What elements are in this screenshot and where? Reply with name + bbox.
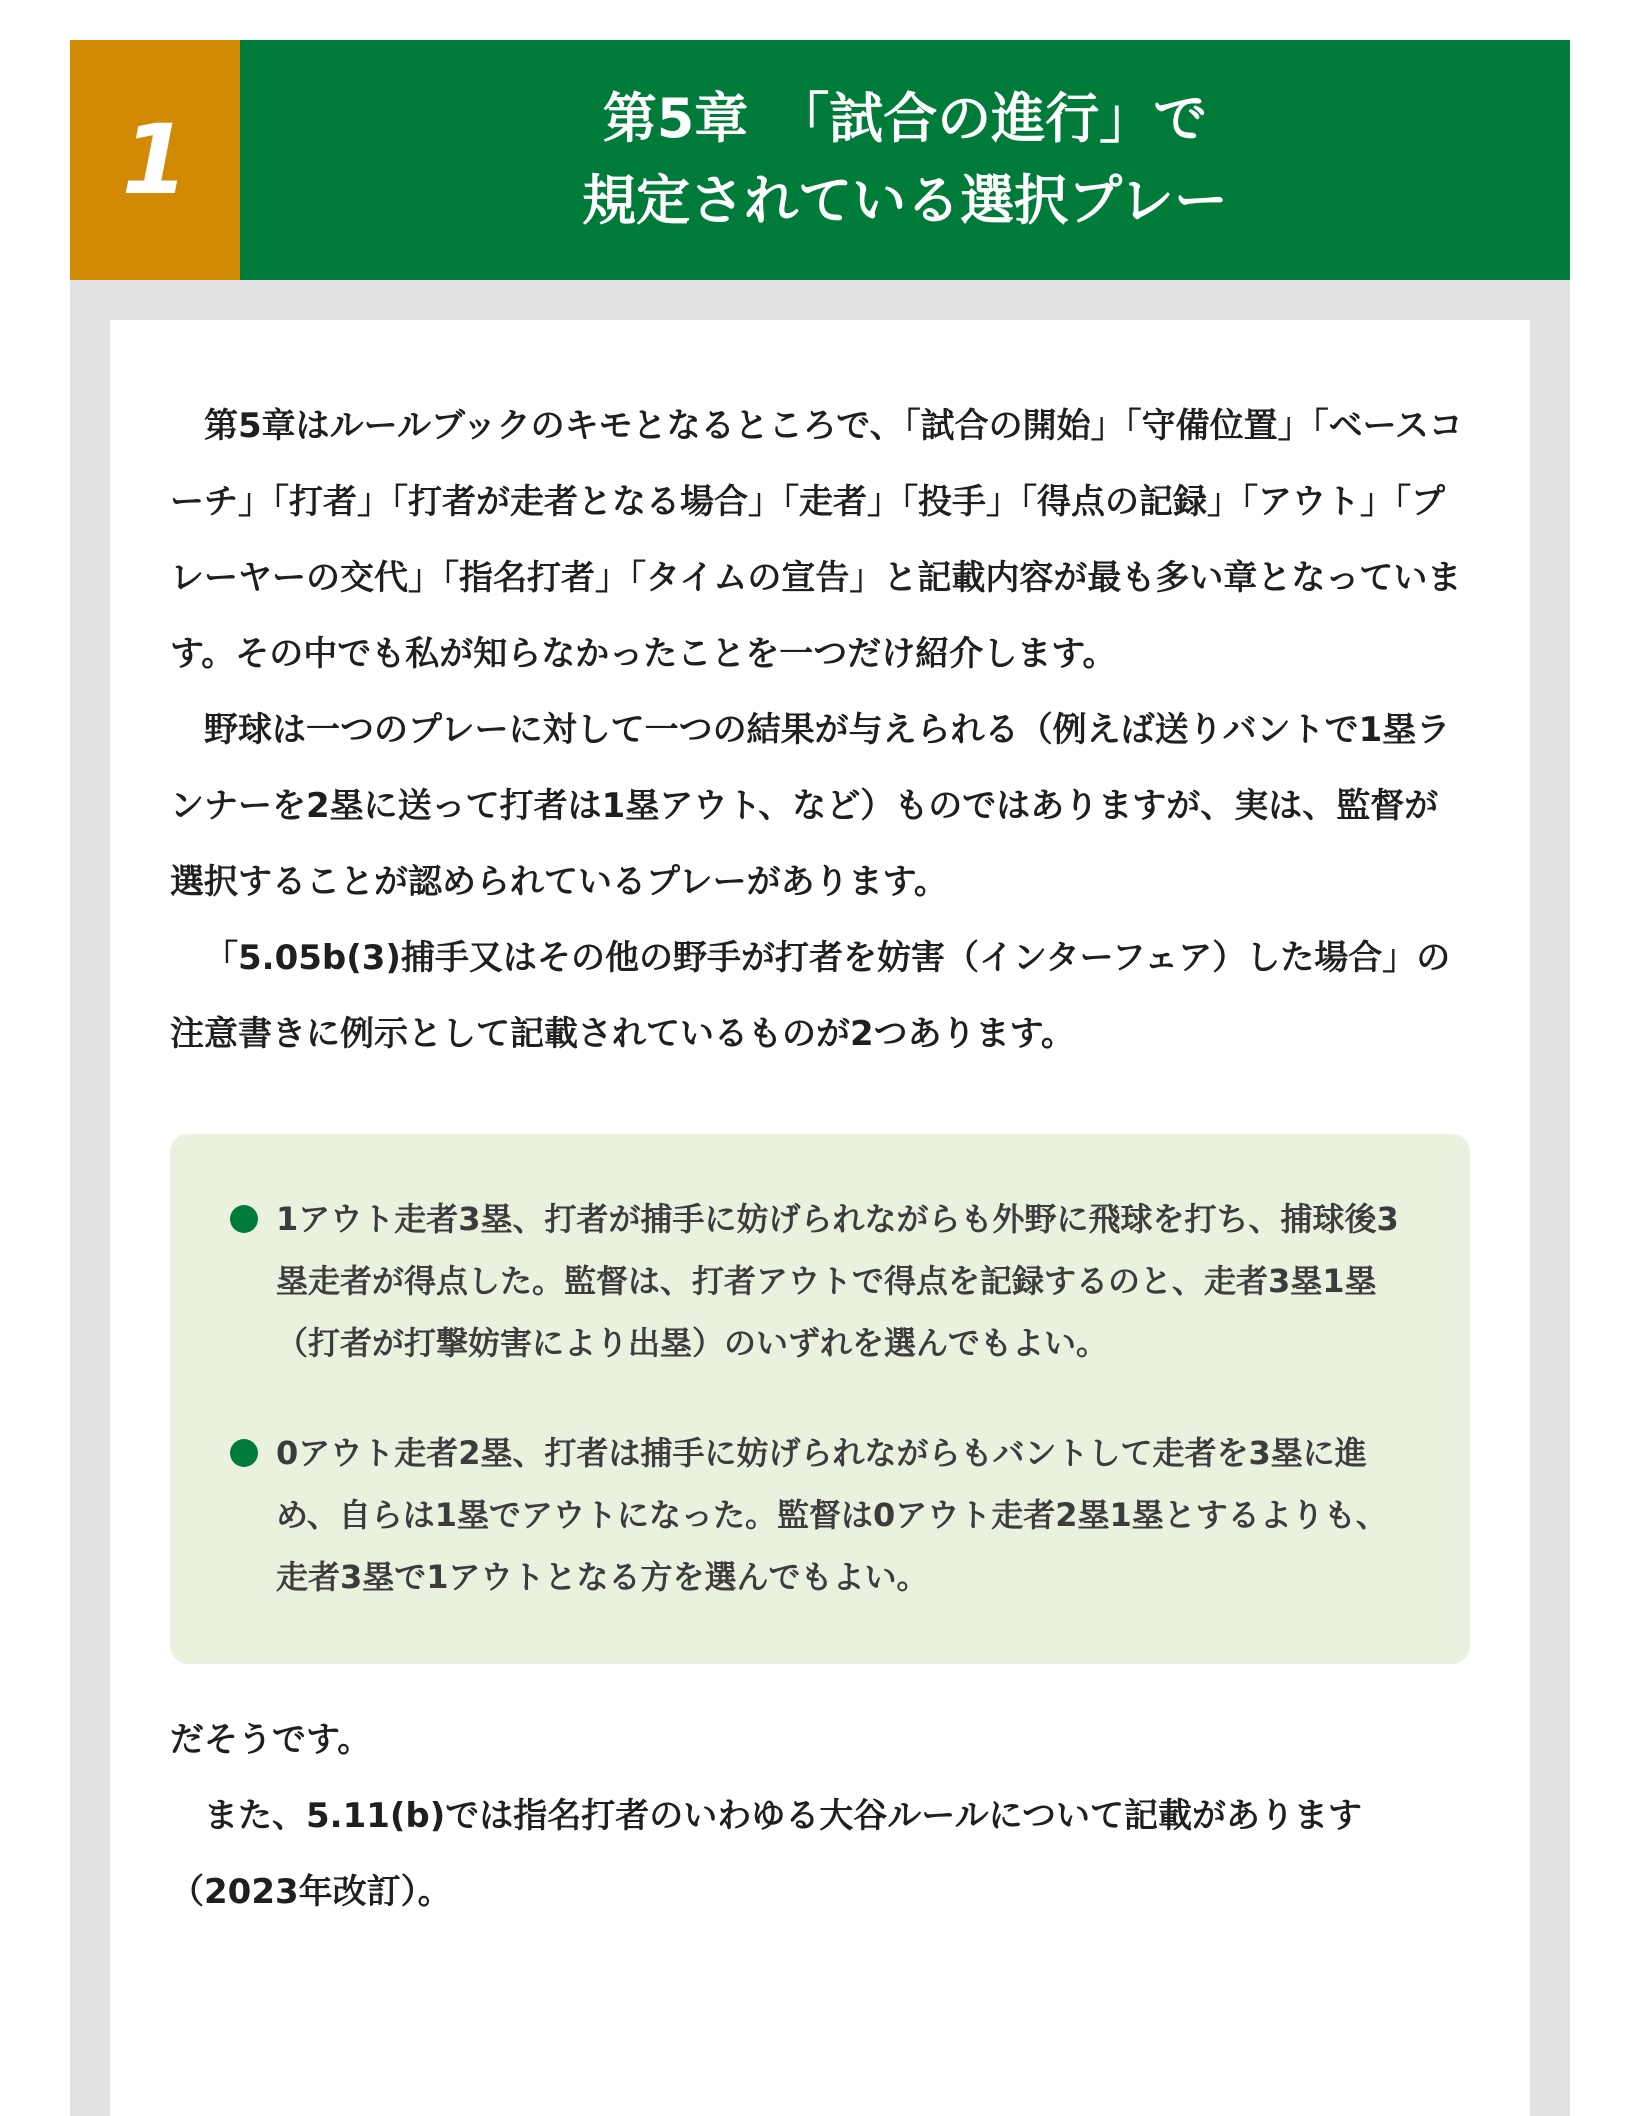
content-panel [110, 320, 1530, 2116]
section-title-line-1: 第5章 「試合の進行」で [602, 87, 1208, 150]
example-text: 1アウト走者3塁、打者が捕手に妨げられながらも外野に飛球を打ち、捕球後3塁走者が得点した。監督は、打者アウトで得点を記録するのと、走者3塁1塁（打者が打撃妨害により出塁）のいずれを選んでもよい。 [276, 1200, 1399, 1362]
example-item [230, 1422, 1410, 1608]
paragraph-rule-reference: 「5.05b(3)捕手又はその他の野手が打者を妨害（インターフェア）した場合」の注意書きに例示として記載されているものが2つあります。 [170, 938, 1451, 1054]
section-number: 1 [121, 104, 189, 216]
section-title-box [240, 40, 1570, 280]
section-header [70, 40, 1570, 280]
green-dot-icon [230, 1205, 258, 1233]
example-text: 0アウト走者2塁、打者は捕手に妨げられながらもバントして走者を3塁に進め、自らは1塁でアウトになった。監督は0アウト走者2塁1塁とするよりも、走者3塁で1アウトとなる方を選んでもよい。 [276, 1434, 1388, 1596]
paragraph-chapter5-intro: 第5章はルールブックのキモとなるところで、「試合の開始」「守備位置」「ベースコーチ」「打者」「打者が走者となる場合」「走者」「投手」「得点の記録」「アウト」「プレーヤーの交代」「指名打者」「タイムの宣告」と記載内容が最も多い章となっています。その中でも私が知らなかったことを一つだけ紹介します。 [170, 406, 1463, 674]
paragraph-ohtani-rule: また、5.11(b)では指名打者のいわゆる大谷ルールについて記載があります（2023年改訂）。 [170, 1796, 1362, 1912]
example-item [230, 1188, 1410, 1374]
paragraph-baseball-play: 野球は一つのプレーに対して一つの結果が与えられる（例えば送りバントで1塁ランナーを2塁に送って打者は1塁アウト、など）ものではありますが、実は、監督が選択することが認められているプレーがあります。 [170, 710, 1451, 902]
paragraph-closing: だそうです。 [170, 1720, 372, 1760]
examples-note-box [170, 1134, 1470, 1664]
green-dot-icon [230, 1439, 258, 1467]
chapter-section [70, 40, 1570, 2116]
section-title-line-2: 規定されている選択プレー [582, 169, 1228, 232]
section-number-box [70, 40, 240, 280]
